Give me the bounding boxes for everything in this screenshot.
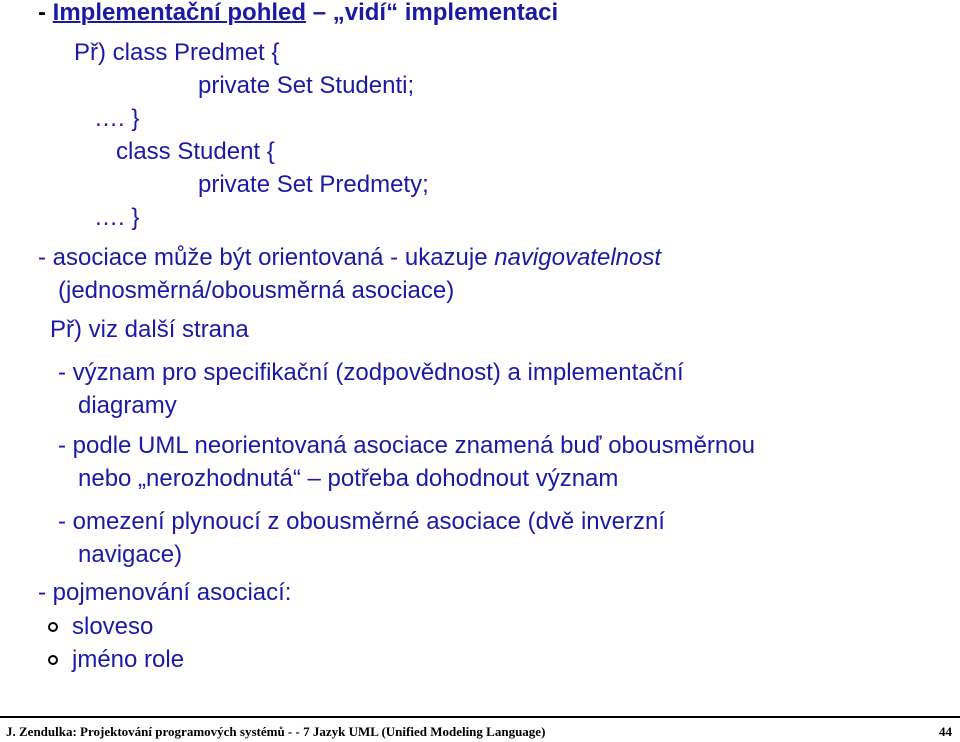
circle-bullet-icon	[48, 622, 58, 632]
footer-divider	[0, 716, 960, 718]
footer-text: J. Zendulka: Projektování programových systémů - - 7 Jazyk UML (Unified Modeling Language)	[6, 724, 546, 739]
assoc-line-1	[38, 243, 661, 273]
naming-item-label: jméno role	[72, 646, 185, 673]
code-line-4: class Student {	[116, 138, 275, 165]
limit-line-2: navigace)	[78, 541, 183, 568]
heading-rest: – „vidí“ implementaci	[306, 0, 559, 26]
assoc-line-2: (jednosměrná/obousměrná asociace)	[58, 277, 455, 304]
heading-dash: -	[38, 0, 53, 26]
uml-line-1: - podle UML neorientovaná asociace znamená buď obousměrnou	[58, 432, 755, 459]
page-number: 44	[939, 724, 952, 739]
code-line-2: private Set Studenti;	[198, 72, 415, 99]
assoc-navigability: navigovatelnost	[494, 244, 662, 271]
code-line-5: private Set Predmety;	[198, 171, 429, 198]
circle-bullet-icon	[48, 655, 58, 665]
code-line-6: …. }	[94, 204, 140, 231]
code-line-3: …. }	[94, 105, 140, 132]
uml-line-2: nebo „nerozhodnutá“ – potřeba dohodnout význam	[78, 465, 619, 492]
naming-item	[48, 645, 184, 675]
meaning-line-2: diagramy	[78, 392, 177, 419]
naming-item-label: sloveso	[72, 613, 154, 640]
meaning-line-1: - význam pro specifikační (zodpovědnost) a implementační	[58, 359, 684, 386]
code-line-1: Př) class Predmet {	[74, 39, 280, 66]
assoc-example: Př) viz další strana	[50, 316, 249, 343]
naming-title: - pojmenování asociací:	[38, 579, 292, 606]
naming-item	[48, 612, 153, 642]
limit-line-1: - omezení plynoucí z obousměrné asociace (dvě inverzní	[58, 508, 665, 535]
heading-underlined: Implementační pohled	[52, 0, 307, 26]
assoc-line-1-text: - asociace může být orientovaná - ukazuje	[38, 244, 495, 271]
slide-heading	[38, 0, 558, 28]
